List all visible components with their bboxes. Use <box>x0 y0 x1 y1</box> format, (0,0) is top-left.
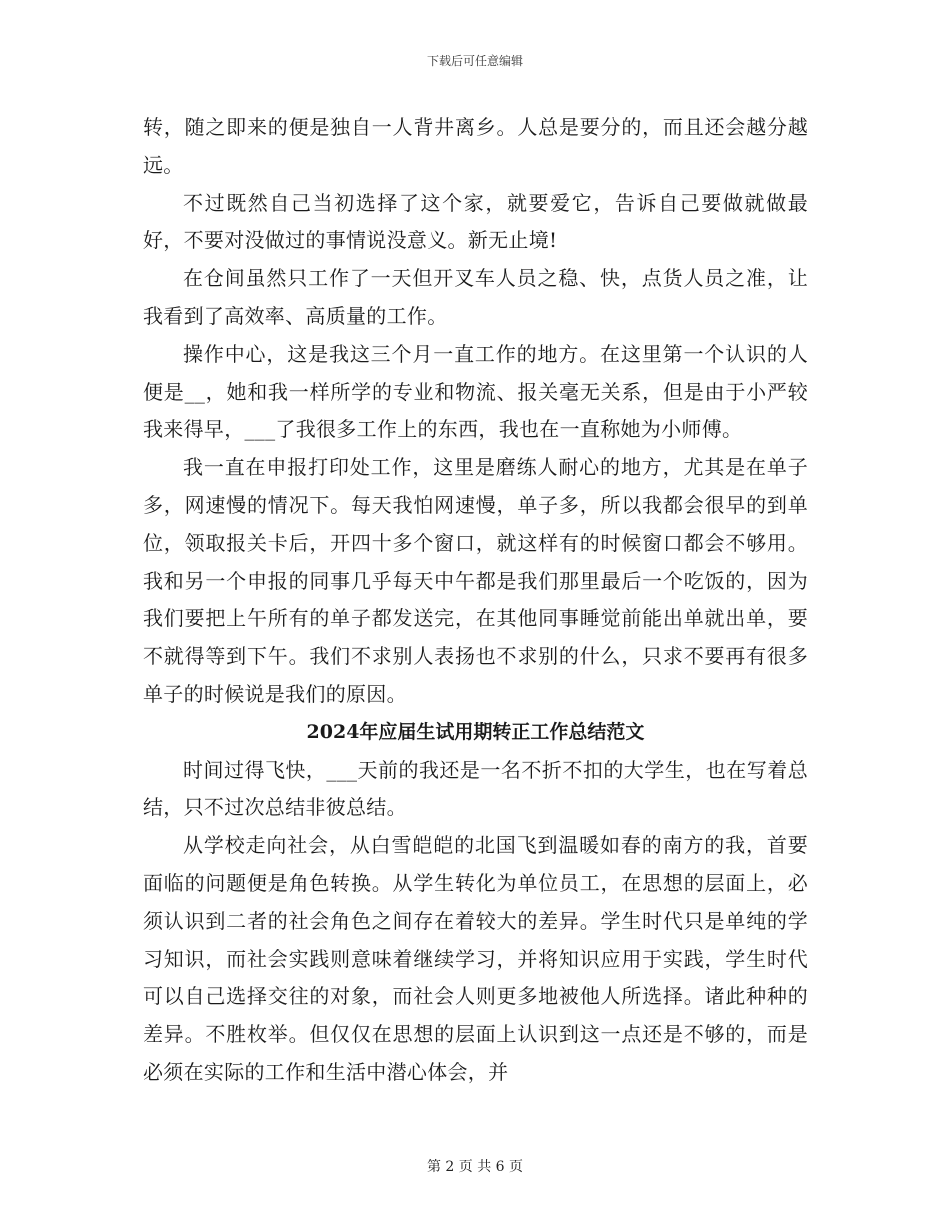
paragraph: 操作中心，这是我这三个月一直工作的地方。在这里第一个认识的人便是__，她和我一样所学的专业和物流、报关毫无关系，但是由于小严较我来得早，___了我很多工作上的东西，我也在一直称她为小师傅。 <box>143 341 808 442</box>
page-number: 第 2 页 共 6 页 <box>426 1159 524 1175</box>
paragraph: 时间过得飞快，___天前的我还是一名不折不扣的大学生，也在写着总结，只不过次总结非彼总结。 <box>143 757 808 820</box>
paragraph: 不过既然自己当初选择了这个家，就要爱它，告诉自己要做就做最好，不要对没做过的事情说没意义。新无止境! <box>143 190 808 253</box>
paragraph: 在仓间虽然只工作了一天但开叉车人员之稳、快，点货人员之准，让我看到了高效率、高质量的工作。 <box>143 266 808 328</box>
paragraph-continued: 转，随之即来的便是独自一人背井离乡。人总是要分的，而且还会越分越远。 <box>143 115 808 177</box>
paragraph: 我一直在申报打印处工作，这里是磨练人耐心的地方，尤其是在单子多，网速慢的情况下。每天我怕网速慢，单子多，所以我都会很早的到单位，领取报关卡后，开四十多个窗口，就这样有的时候窗口都会不够用。我和另一个申报的同事几乎每天中午都是我们那里最后一个吃饭的，因为我们要把上午所有的单子都发送完，在其他同事睡觉前能出单就出单，要不就得等到下午。我们不求别人表扬也不求别的什么，只求不要再有很多单子的时候说是我们的原因。 <box>143 455 808 706</box>
section-title: 2024年应届生试用期转正工作总结范文 <box>306 720 645 743</box>
paragraph: 从学校走向社会，从白雪皑皑的北国飞到温暖如春的南方的我，首要面临的问题便是角色转换。从学生转化为单位员工，在思想的层面上，必须认识到二者的社会角色之间存在着较大的差异。学生时代只是单纯的学习知识，而社会实践则意味着继续学习，并将知识应用于实践，学生时代可以自己选择交往的对象，而社会人则更多地被他人所选择。诸此种种的差异。不胜枚举。但仅仅在思想的层面上认识到这一点还是不够的，而是必须在实际的工作和生活中潜心体会，并 <box>143 833 808 1084</box>
document-body <box>143 109 808 1092</box>
page-header-note: 下载后可任意编辑 <box>426 54 523 68</box>
